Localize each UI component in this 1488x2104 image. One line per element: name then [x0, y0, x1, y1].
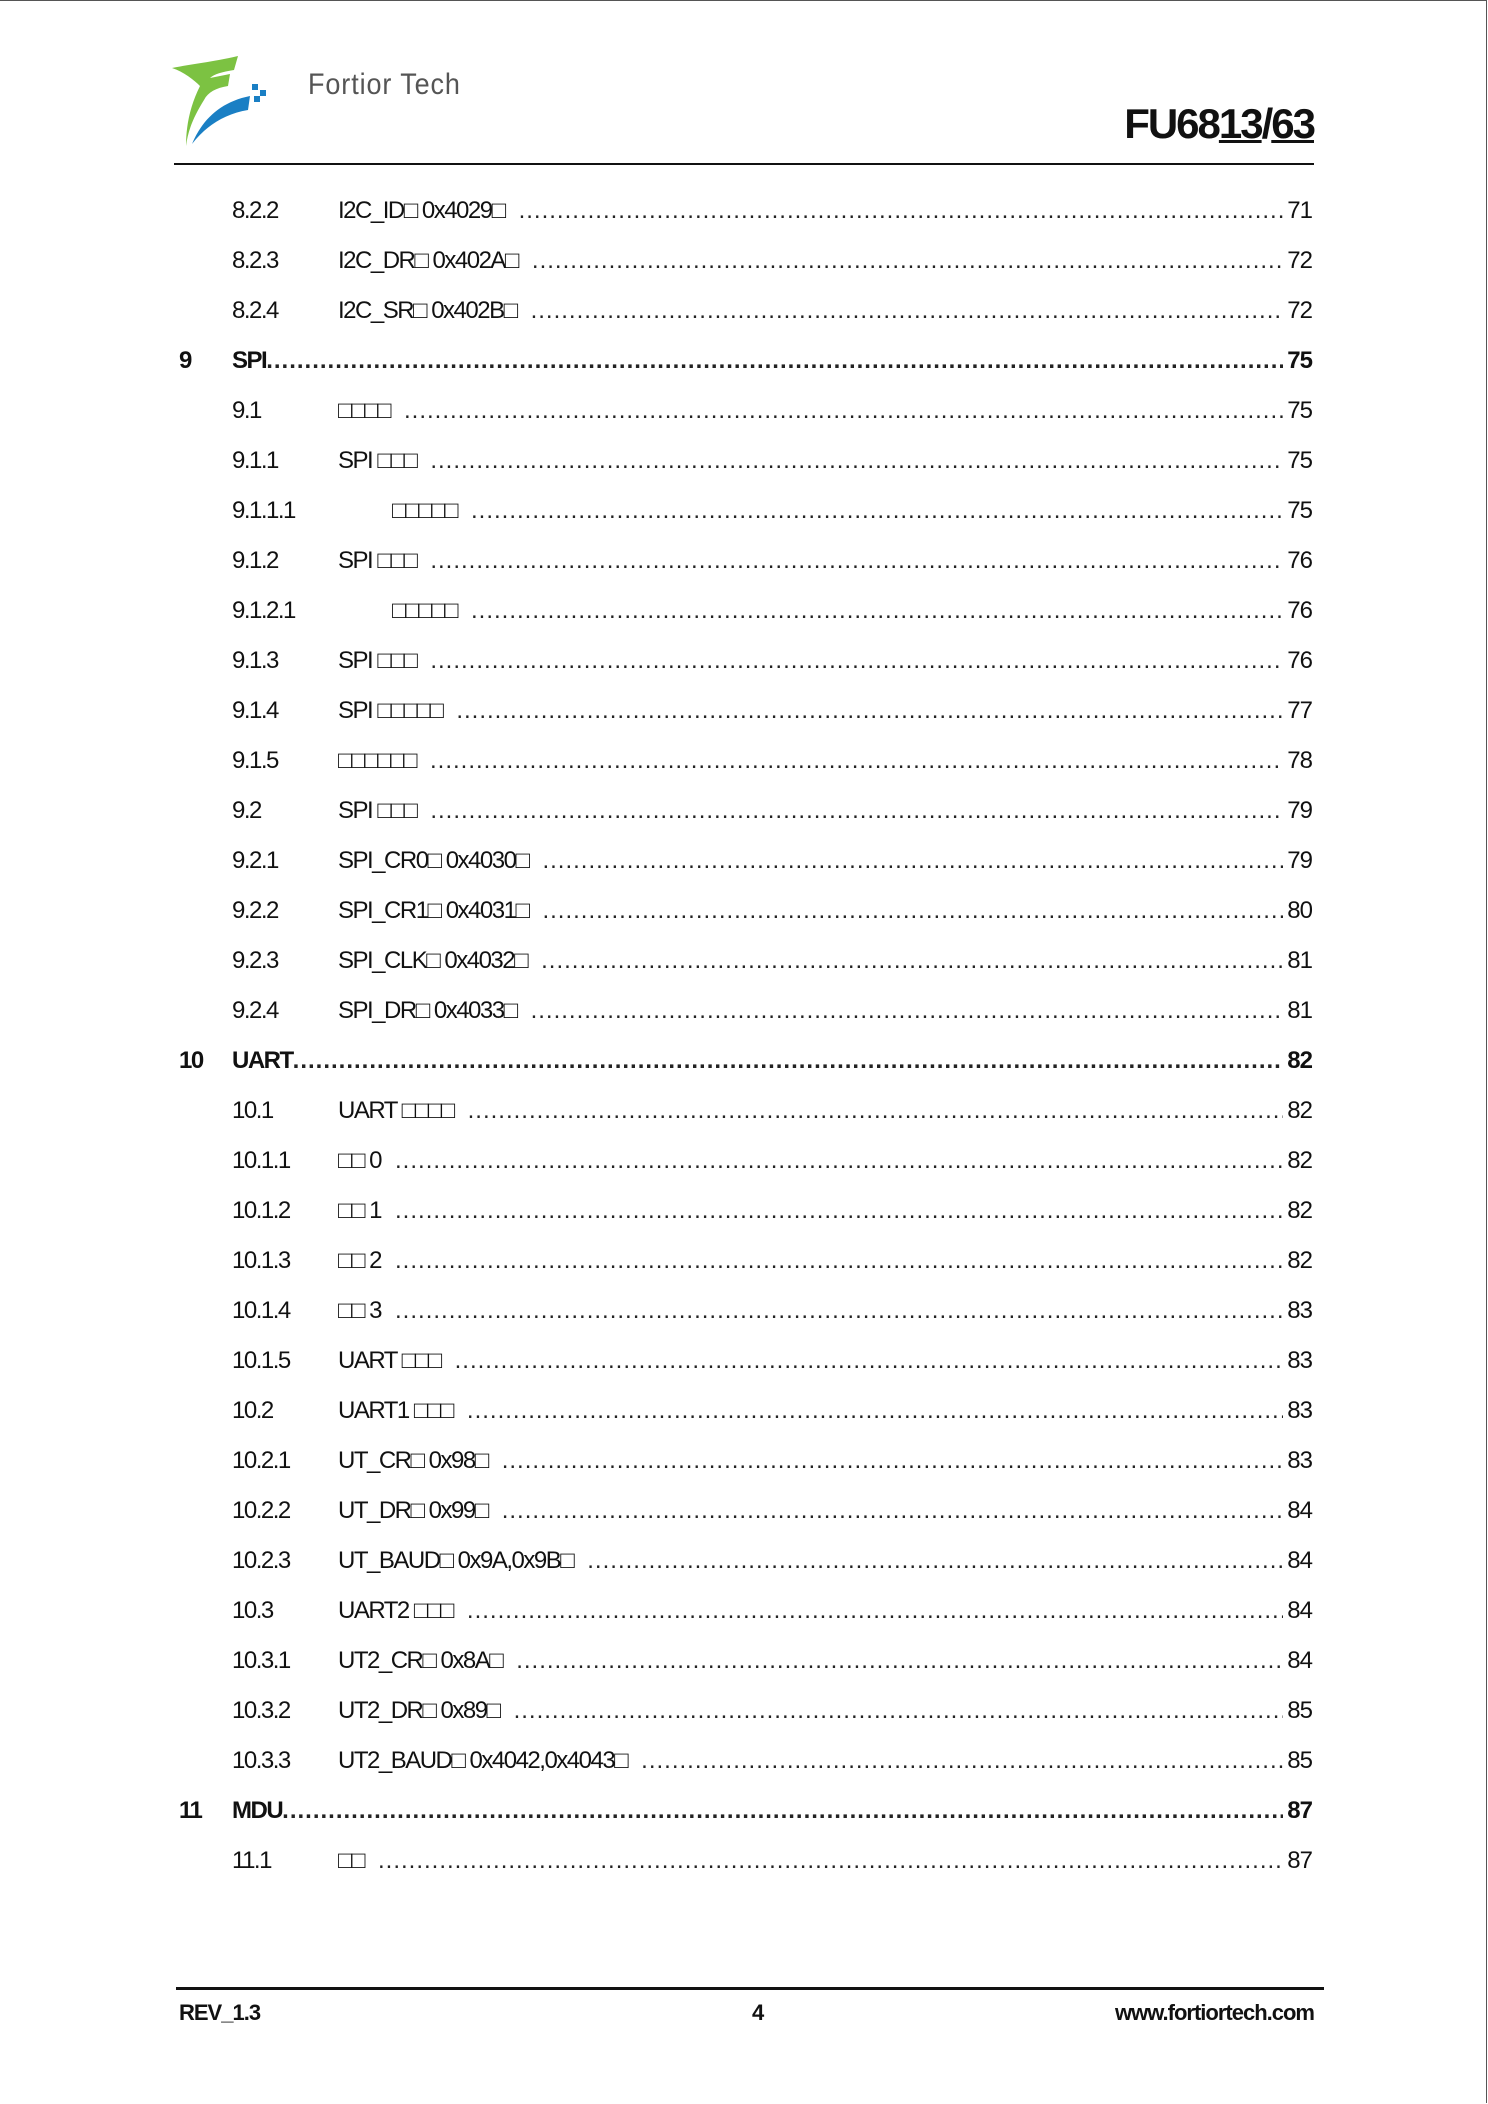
- toc-page: 75: [1287, 447, 1312, 474]
- toc-title[interactable]: □□ 1: [338, 1197, 382, 1224]
- toc-entry[interactable]: [0, 1036, 1488, 1086]
- dot-leader: [641, 1747, 1283, 1775]
- toc-title[interactable]: UART2 □□□: [338, 1597, 453, 1624]
- dot-leader: [514, 1697, 1284, 1725]
- toc-entry[interactable]: [0, 1736, 1488, 1786]
- toc-title[interactable]: □□ 0: [338, 1147, 382, 1174]
- toc-entry[interactable]: [0, 436, 1488, 486]
- toc-page: 76: [1287, 597, 1312, 624]
- toc-entry[interactable]: [0, 1236, 1488, 1286]
- toc-number: 10.1.2: [232, 1197, 290, 1224]
- toc-page: 76: [1287, 547, 1312, 574]
- dot-leader: [467, 1397, 1283, 1425]
- toc-page: 77: [1287, 697, 1312, 724]
- toc-number: 10.1: [232, 1097, 273, 1124]
- toc-number: 8.2.2: [232, 197, 278, 224]
- toc-page: 83: [1287, 1397, 1312, 1424]
- toc-title[interactable]: □□□□□: [392, 597, 457, 624]
- toc-entry[interactable]: [0, 1286, 1488, 1336]
- toc-title[interactable]: SPI □□□□□: [338, 697, 443, 724]
- dot-leader: [293, 1047, 1284, 1075]
- toc-title[interactable]: SPI □□□: [338, 447, 417, 474]
- toc-number: 10.3.2: [232, 1697, 290, 1724]
- dot-leader: [430, 647, 1283, 675]
- toc-title[interactable]: UT2_BAUD□ 0x4042,0x4043□: [338, 1747, 628, 1774]
- dot-leader: [282, 1797, 1283, 1825]
- toc-number: 9.1.1: [232, 447, 278, 474]
- toc-number: 9.1.3: [232, 647, 278, 674]
- toc-number: 9.1: [232, 397, 261, 424]
- dot-leader: [430, 747, 1283, 775]
- toc-entry[interactable]: [0, 1686, 1488, 1736]
- toc-entry[interactable]: [0, 1136, 1488, 1186]
- toc-title[interactable]: I2C_ID□ 0x4029□: [338, 197, 505, 224]
- toc-page: 75: [1287, 347, 1312, 374]
- toc-number: 9.1.4: [232, 697, 278, 724]
- dot-leader: [378, 1847, 1283, 1875]
- toc-page: 82: [1287, 1097, 1312, 1124]
- dot-leader: [395, 1297, 1283, 1325]
- toc-number: 9.2.4: [232, 997, 278, 1024]
- toc-number: 9.1.2: [232, 547, 278, 574]
- toc-title[interactable]: UART □□□□: [338, 1097, 454, 1124]
- toc-number: 10.1.3: [232, 1247, 290, 1274]
- dot-leader: [541, 947, 1283, 975]
- revision-label: REV_1.3: [179, 2000, 261, 2025]
- toc-entry[interactable]: [0, 186, 1488, 236]
- toc-title[interactable]: SPI_CR0□ 0x4030□: [338, 847, 529, 874]
- toc-entry[interactable]: [0, 1086, 1488, 1136]
- toc-entry[interactable]: [0, 336, 1488, 386]
- toc-title[interactable]: UART □□□: [338, 1347, 441, 1374]
- toc-number: 10.3: [232, 1597, 273, 1624]
- toc-entry[interactable]: [0, 1186, 1488, 1236]
- toc-number: 10.2: [232, 1397, 273, 1424]
- toc-title[interactable]: SPI_CR1□ 0x4031□: [338, 897, 529, 924]
- toc-page: 80: [1287, 897, 1312, 924]
- toc-entry[interactable]: [0, 736, 1488, 786]
- toc-page: 84: [1287, 1497, 1312, 1524]
- toc-title[interactable]: □□□□: [338, 397, 390, 424]
- toc-page: 87: [1287, 1797, 1312, 1824]
- header-divider: [174, 163, 1314, 165]
- toc-title[interactable]: I2C_SR□ 0x402B□: [338, 297, 517, 324]
- toc-page: 78: [1287, 747, 1312, 774]
- toc-number: 10.3.1: [232, 1647, 290, 1674]
- toc-number: 11.1: [232, 1847, 271, 1874]
- toc-number: 10.1.4: [232, 1297, 290, 1324]
- toc-title[interactable]: □□□□□□: [338, 747, 416, 774]
- dot-leader: [455, 1347, 1284, 1375]
- website-link[interactable]: www.fortiortech.com: [1115, 2000, 1314, 2025]
- dot-leader: [531, 297, 1284, 325]
- toc-number: 10: [179, 1047, 203, 1074]
- toc-entry[interactable]: [0, 636, 1488, 686]
- toc-entry[interactable]: [0, 1386, 1488, 1436]
- toc-page: 83: [1287, 1347, 1312, 1374]
- dot-leader: [531, 997, 1284, 1025]
- brand-name: Fortior Tech: [308, 68, 461, 101]
- toc-entry[interactable]: [0, 886, 1488, 936]
- dot-leader: [395, 1197, 1283, 1225]
- toc-number: 10.2.1: [232, 1447, 290, 1474]
- toc-title[interactable]: MDU: [232, 1797, 283, 1824]
- toc-number: 10.2.2: [232, 1497, 290, 1524]
- toc-page: 75: [1287, 497, 1312, 524]
- toc-page: 72: [1287, 247, 1312, 274]
- toc-entry[interactable]: [0, 536, 1488, 586]
- toc-title[interactable]: UT_BAUD□ 0x9A,0x9B□: [338, 1547, 574, 1574]
- table-of-contents: [0, 186, 1488, 1886]
- dot-leader: [395, 1247, 1283, 1275]
- toc-page: 85: [1287, 1747, 1312, 1774]
- dot-leader: [430, 547, 1283, 575]
- dot-leader: [430, 447, 1283, 475]
- toc-entry[interactable]: [0, 1486, 1488, 1536]
- toc-entry[interactable]: [0, 936, 1488, 986]
- dot-leader: [395, 1147, 1283, 1175]
- toc-number: 9.2.3: [232, 947, 278, 974]
- toc-page: 85: [1287, 1697, 1312, 1724]
- toc-number: 9: [179, 347, 191, 374]
- toc-entry[interactable]: [0, 1836, 1488, 1886]
- toc-number: 9.1.1.1: [232, 497, 295, 524]
- document-title: FU6813/63: [1124, 100, 1314, 147]
- toc-title[interactable]: UART1 □□□: [338, 1397, 453, 1424]
- toc-number: 10.2.3: [232, 1547, 290, 1574]
- toc-title[interactable]: □□: [338, 1847, 364, 1874]
- toc-title[interactable]: □□ 3: [338, 1297, 382, 1324]
- toc-title[interactable]: SPI_DR□ 0x4033□: [338, 997, 517, 1024]
- dot-leader: [542, 847, 1283, 875]
- toc-page: 72: [1287, 297, 1312, 324]
- footer-divider: [176, 1987, 1324, 1990]
- toc-title[interactable]: SPI □□□: [338, 647, 417, 674]
- toc-entry[interactable]: [0, 236, 1488, 286]
- dot-leader: [532, 247, 1283, 275]
- toc-entry[interactable]: [0, 486, 1488, 536]
- dot-leader: [468, 1097, 1284, 1125]
- toc-title[interactable]: SPI □□□: [338, 797, 417, 824]
- toc-number: 9.2: [232, 797, 261, 824]
- toc-number: 11: [179, 1797, 202, 1824]
- toc-entry[interactable]: [0, 786, 1488, 836]
- toc-number: 9.1.5: [232, 747, 278, 774]
- toc-title[interactable]: UART: [232, 1047, 293, 1074]
- toc-page: 82: [1287, 1247, 1312, 1274]
- dot-leader: [587, 1547, 1283, 1575]
- dot-leader: [467, 1597, 1283, 1625]
- toc-number: 9.1.2.1: [232, 597, 295, 624]
- toc-entry[interactable]: [0, 1786, 1488, 1836]
- dot-leader: [471, 597, 1283, 625]
- toc-entry[interactable]: [0, 686, 1488, 736]
- dot-leader: [456, 697, 1283, 725]
- toc-entry[interactable]: [0, 1336, 1488, 1386]
- toc-number: 9.2.1: [232, 847, 278, 874]
- toc-title[interactable]: UT_DR□ 0x99□: [338, 1497, 488, 1524]
- toc-page: 87: [1287, 1847, 1312, 1874]
- dot-leader: [519, 197, 1284, 225]
- toc-page: 84: [1287, 1597, 1312, 1624]
- toc-page: 84: [1287, 1647, 1312, 1674]
- toc-entry[interactable]: [0, 1536, 1488, 1586]
- dot-leader: [404, 397, 1283, 425]
- toc-page: 83: [1287, 1297, 1312, 1324]
- fortior-logo-icon: [172, 56, 292, 148]
- dot-leader: [266, 347, 1283, 375]
- toc-number: 10.3.3: [232, 1747, 290, 1774]
- toc-title[interactable]: □□ 2: [338, 1247, 382, 1274]
- toc-page: 76: [1287, 647, 1312, 674]
- toc-number: 10.1.5: [232, 1347, 290, 1374]
- toc-page: 75: [1287, 397, 1312, 424]
- toc-number: 8.2.4: [232, 297, 278, 324]
- dot-leader: [471, 497, 1283, 525]
- toc-title[interactable]: SPI □□□: [338, 547, 417, 574]
- toc-page: 81: [1287, 997, 1312, 1024]
- toc-number: 9.2.2: [232, 897, 278, 924]
- toc-page: 79: [1287, 797, 1312, 824]
- toc-title[interactable]: UT2_DR□ 0x89□: [338, 1697, 500, 1724]
- toc-entry[interactable]: [0, 586, 1488, 636]
- toc-title[interactable]: SPI: [232, 347, 267, 374]
- page-number: 4: [752, 2000, 764, 2025]
- dot-leader: [502, 1497, 1284, 1525]
- toc-title[interactable]: UT2_CR□ 0x8A□: [338, 1647, 503, 1674]
- toc-title[interactable]: SPI_CLK□ 0x4032□: [338, 947, 528, 974]
- toc-entry[interactable]: [0, 836, 1488, 886]
- toc-page: 83: [1287, 1447, 1312, 1474]
- dot-leader: [502, 1447, 1284, 1475]
- toc-entry[interactable]: [0, 986, 1488, 1036]
- toc-page: 82: [1287, 1047, 1312, 1074]
- toc-title[interactable]: I2C_DR□ 0x402A□: [338, 247, 518, 274]
- toc-page: 71: [1287, 197, 1312, 224]
- dot-leader: [542, 897, 1283, 925]
- toc-page: 84: [1287, 1547, 1312, 1574]
- toc-page: 81: [1287, 947, 1312, 974]
- toc-entry[interactable]: [0, 1436, 1488, 1486]
- toc-page: 79: [1287, 847, 1312, 874]
- toc-number: 10.1.1: [232, 1147, 290, 1174]
- dot-leader: [516, 1647, 1283, 1675]
- toc-page: 82: [1287, 1197, 1312, 1224]
- toc-entry[interactable]: [0, 386, 1488, 436]
- toc-title[interactable]: UT_CR□ 0x98□: [338, 1447, 488, 1474]
- toc-entry[interactable]: [0, 1636, 1488, 1686]
- toc-entry[interactable]: [0, 286, 1488, 336]
- toc-page: 82: [1287, 1147, 1312, 1174]
- toc-title[interactable]: □□□□□: [392, 497, 457, 524]
- toc-entry[interactable]: [0, 1586, 1488, 1636]
- dot-leader: [430, 797, 1283, 825]
- toc-number: 8.2.3: [232, 247, 278, 274]
